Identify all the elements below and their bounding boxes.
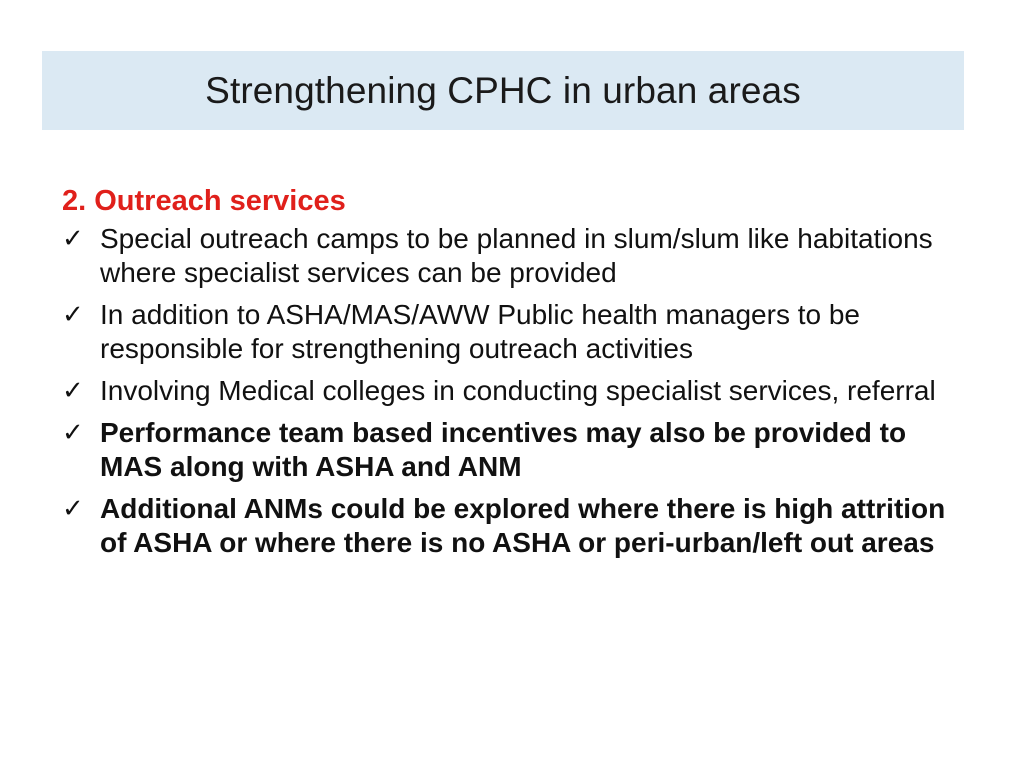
bullet-text: Additional ANMs could be explored where there is high attrition of ASHA or where there is no ASHA or peri-urban/left out areas <box>100 493 946 558</box>
title-bar <box>42 51 964 130</box>
checkmark-icon: ✓ <box>62 224 84 254</box>
checkmark-icon: ✓ <box>62 418 84 448</box>
slide-title: Strengthening CPHC in urban areas <box>205 70 801 111</box>
bullet-item <box>62 374 962 408</box>
bullet-list <box>62 222 962 560</box>
slide-content <box>62 180 962 568</box>
checkmark-icon: ✓ <box>62 494 84 524</box>
checkmark-icon: ✓ <box>62 300 84 330</box>
checkmark-icon: ✓ <box>62 376 84 406</box>
bullet-item <box>62 298 962 366</box>
bullet-text: Performance team based incentives may also be provided to MAS along with ASHA and ANM <box>100 417 907 482</box>
bullet-item <box>62 492 962 560</box>
bullet-text: Special outreach camps to be planned in slum/slum like habitations where specialist services can be provided <box>100 223 933 288</box>
bullet-item <box>62 416 962 484</box>
bullet-item <box>62 222 962 290</box>
bullet-text: Involving Medical colleges in conducting specialist services, referral <box>100 375 936 406</box>
section-heading: 2. Outreach services <box>62 185 346 217</box>
bullet-text: In addition to ASHA/MAS/AWW Public health managers to be responsible for strengthening outreach activities <box>100 299 861 364</box>
